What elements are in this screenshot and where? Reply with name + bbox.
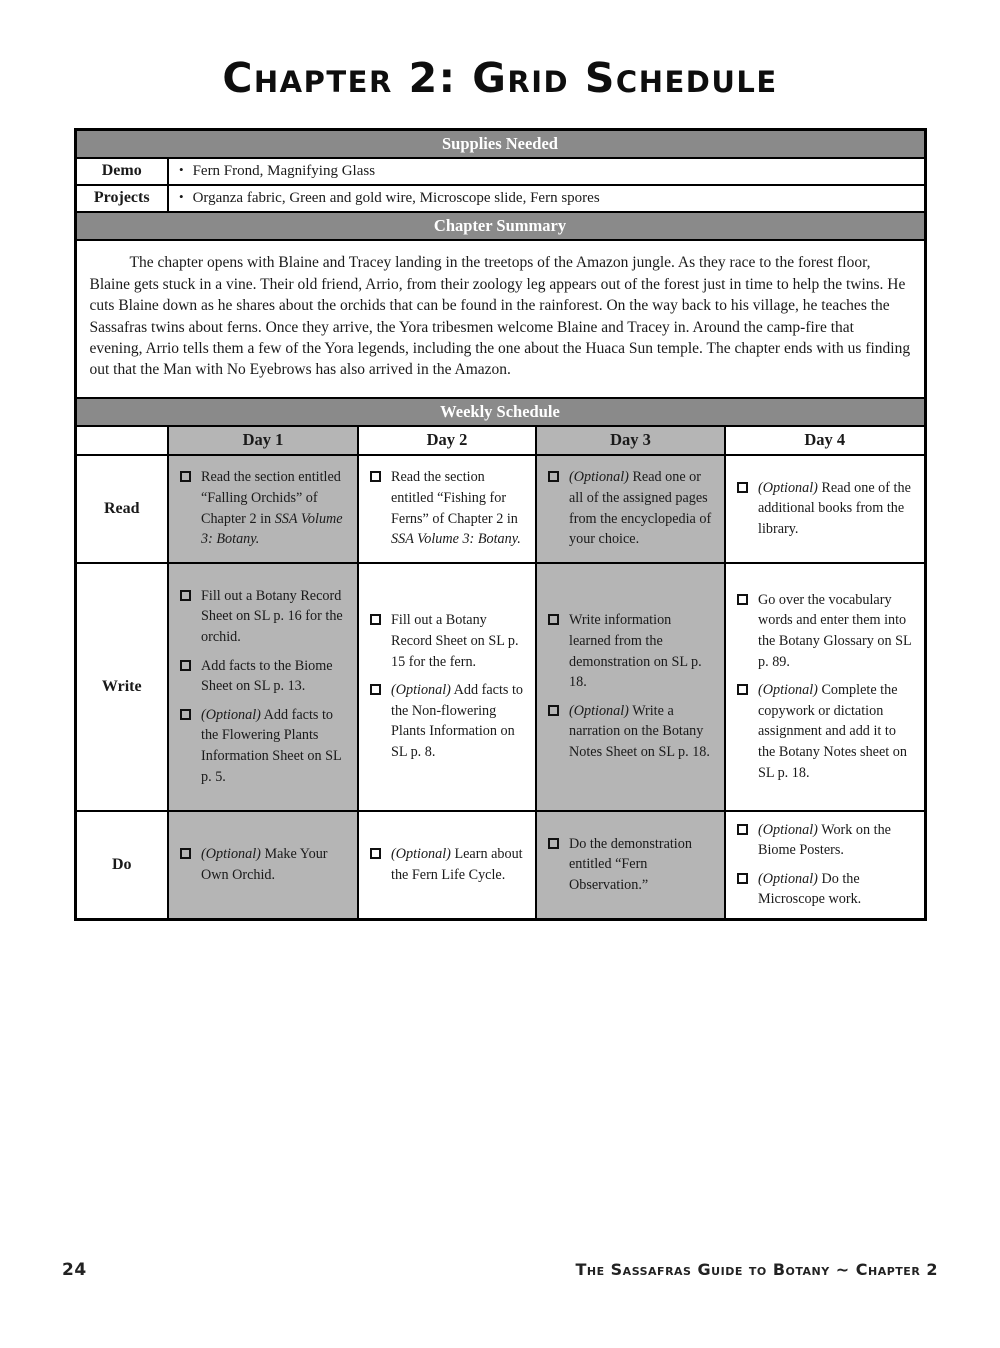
task-item bbox=[367, 467, 527, 549]
task-item bbox=[367, 680, 527, 762]
task-text: Fill out a Botany Record Sheet on SL p. 15 for the fern. bbox=[391, 612, 519, 670]
checkbox-icon bbox=[548, 614, 559, 625]
document-page bbox=[0, 54, 1000, 1280]
checkbox-icon bbox=[370, 848, 381, 859]
task-item bbox=[734, 820, 916, 861]
task-item bbox=[177, 844, 349, 885]
checkbox-icon bbox=[180, 471, 191, 482]
task-cell-day-3 bbox=[536, 563, 725, 811]
task-text: Read the section entitled “Fishing for Ferns” of Chapter 2 in SSA Volume 3: Botany. bbox=[391, 469, 521, 548]
summary-cell bbox=[75, 240, 925, 398]
task-item bbox=[177, 586, 349, 648]
task-item bbox=[367, 610, 527, 672]
day-header-row bbox=[75, 426, 925, 455]
bullet-icon: • bbox=[179, 188, 184, 204]
task-item bbox=[734, 680, 916, 783]
task-text: (Optional) Work on the Biome Posters. bbox=[758, 821, 891, 859]
supplies-row-projects bbox=[75, 185, 925, 212]
supplies-row-content bbox=[168, 158, 925, 185]
summary-header-row bbox=[75, 212, 925, 240]
task-item bbox=[734, 478, 916, 540]
task-text: Add facts to the Biome Sheet on SL p. 13. bbox=[201, 657, 333, 695]
task-text: (Optional) Write a narration on the Botany Notes Sheet on SL p. 18. bbox=[569, 702, 710, 760]
bullet-icon: • bbox=[179, 161, 184, 177]
summary-header: Chapter Summary bbox=[75, 212, 925, 240]
task-text: (Optional) Read one of the additional books from the library. bbox=[758, 479, 911, 537]
task-text: Read the section entitled “Falling Orchids” of Chapter 2 in SSA Volume 3: Botany. bbox=[201, 469, 343, 548]
checkbox-icon bbox=[548, 838, 559, 849]
checkbox-icon bbox=[180, 848, 191, 859]
task-text: Fill out a Botany Record Sheet on SL p. 16 for the orchid. bbox=[201, 587, 343, 646]
task-text: (Optional) Add facts to the Flowering Plants Information Sheet on SL p. 5. bbox=[201, 706, 342, 785]
task-text: Write information learned from the demonstration on SL p. 18. bbox=[569, 612, 702, 691]
schedule-section bbox=[75, 398, 925, 455]
task-text: (Optional) Add facts to the Non-flowering Plants Information on SL p. 8. bbox=[391, 682, 524, 760]
summary-section bbox=[75, 212, 925, 398]
task-text: (Optional) Make Your Own Orchid. bbox=[201, 846, 328, 883]
task-item bbox=[734, 869, 916, 910]
schedule-row-write bbox=[75, 563, 925, 811]
task-item bbox=[367, 844, 527, 885]
checkbox-icon bbox=[370, 614, 381, 625]
chapter-grid-table bbox=[74, 128, 927, 921]
page-footer bbox=[62, 1260, 938, 1280]
day-header-corner bbox=[75, 426, 168, 455]
checkbox-icon bbox=[180, 709, 191, 720]
supplies-row-content bbox=[168, 185, 925, 212]
task-item bbox=[177, 656, 349, 697]
task-item bbox=[545, 834, 716, 896]
schedule-row-do bbox=[75, 811, 925, 920]
task-text: (Optional) Do the Microscope work. bbox=[758, 870, 862, 908]
schedule-row-label: Do bbox=[75, 811, 168, 920]
checkbox-icon bbox=[548, 705, 559, 716]
summary-text: The chapter opens with Blaine and Tracey landing in the treetops of the Amazon jungle. As they race to the forest floor, Blaine gets stuck in a vine. Their old friend, Arrio, from their zoology leg appears out of the forest just in time to help the twins. He cuts Blaine down as he shares about the orchids that can be found in the rainforest. On the way back to his village, he teaches the Sassafras twins about ferns. Once they arrive, the Yora tribesmen welcome Blaine and Tracey in. Around the camp-fire that evening, Arrio tells them a few of the Yora legends, including the one about the Huaca Sun temple. The chapter ends with us finding out that the Man with No Eyebrows has also arrived in the Amazon. bbox=[89, 254, 911, 379]
day-header-1: Day 1 bbox=[168, 426, 358, 455]
task-cell-day-3 bbox=[536, 811, 725, 920]
task-item bbox=[545, 467, 716, 549]
task-text: Do the demonstration entitled “Fern Observation.” bbox=[569, 835, 692, 893]
task-cell-day-4 bbox=[725, 563, 925, 811]
task-text: (Optional) Read one or all of the assigned pages from the encyclopedia of your choice. bbox=[569, 469, 712, 548]
supplies-row-text: Organza fabric, Green and gold wire, Microscope slide, Fern spores bbox=[192, 189, 600, 206]
supplies-row-label: Projects bbox=[75, 185, 168, 212]
schedule-body bbox=[75, 455, 925, 920]
checkbox-icon bbox=[370, 471, 381, 482]
task-item bbox=[177, 467, 349, 549]
day-header-2: Day 2 bbox=[358, 426, 536, 455]
supplies-row-label: Demo bbox=[75, 158, 168, 185]
checkbox-icon bbox=[370, 684, 381, 695]
checkbox-icon bbox=[737, 684, 748, 695]
supplies-row-demo bbox=[75, 158, 925, 185]
summary-row bbox=[75, 240, 925, 398]
checkbox-icon bbox=[737, 873, 748, 884]
schedule-row-label: Read bbox=[75, 455, 168, 563]
task-cell-day-1 bbox=[168, 563, 358, 811]
task-cell-day-1 bbox=[168, 455, 358, 563]
task-text: Go over the vocabulary words and enter them into the Botany Glossary on SL p. 89. bbox=[758, 591, 912, 670]
checkbox-icon bbox=[548, 471, 559, 482]
checkbox-icon bbox=[737, 594, 748, 605]
task-item bbox=[545, 701, 716, 763]
task-cell-day-2 bbox=[358, 455, 536, 563]
task-cell-day-1 bbox=[168, 811, 358, 920]
task-cell-day-3 bbox=[536, 455, 725, 563]
checkbox-icon bbox=[180, 660, 191, 671]
task-cell-day-4 bbox=[725, 811, 925, 920]
page-number: 24 bbox=[62, 1260, 87, 1280]
supplies-header: Supplies Needed bbox=[75, 130, 925, 158]
schedule-header-row bbox=[75, 398, 925, 426]
footer-book-title: The Sassafras Guide to Botany ~ Chapter 2 bbox=[575, 1260, 938, 1279]
schedule-row-read bbox=[75, 455, 925, 563]
task-cell-day-2 bbox=[358, 563, 536, 811]
checkbox-icon bbox=[737, 824, 748, 835]
task-text: (Optional) Complete the copywork or dictation assignment and add it to the Botany Notes sheet on SL p. 18. bbox=[758, 682, 907, 781]
day-header-3: Day 3 bbox=[536, 426, 725, 455]
task-cell-day-4 bbox=[725, 455, 925, 563]
day-header-4: Day 4 bbox=[725, 426, 925, 455]
supplies-row-text: Fern Frond, Magnifying Glass bbox=[192, 162, 376, 179]
task-item bbox=[177, 705, 349, 787]
schedule-header: Weekly Schedule bbox=[75, 398, 925, 426]
task-text: (Optional) Learn about the Fern Life Cycle. bbox=[391, 846, 523, 883]
checkbox-icon bbox=[737, 482, 748, 493]
task-cell-day-2 bbox=[358, 811, 536, 920]
task-item bbox=[545, 610, 716, 692]
supplies-header-row bbox=[75, 130, 925, 158]
task-item bbox=[734, 590, 916, 672]
page-title: Chapter 2: Grid Schedule bbox=[222, 54, 778, 102]
checkbox-icon bbox=[180, 590, 191, 601]
schedule-row-label: Write bbox=[75, 563, 168, 811]
supplies-section bbox=[75, 130, 925, 212]
